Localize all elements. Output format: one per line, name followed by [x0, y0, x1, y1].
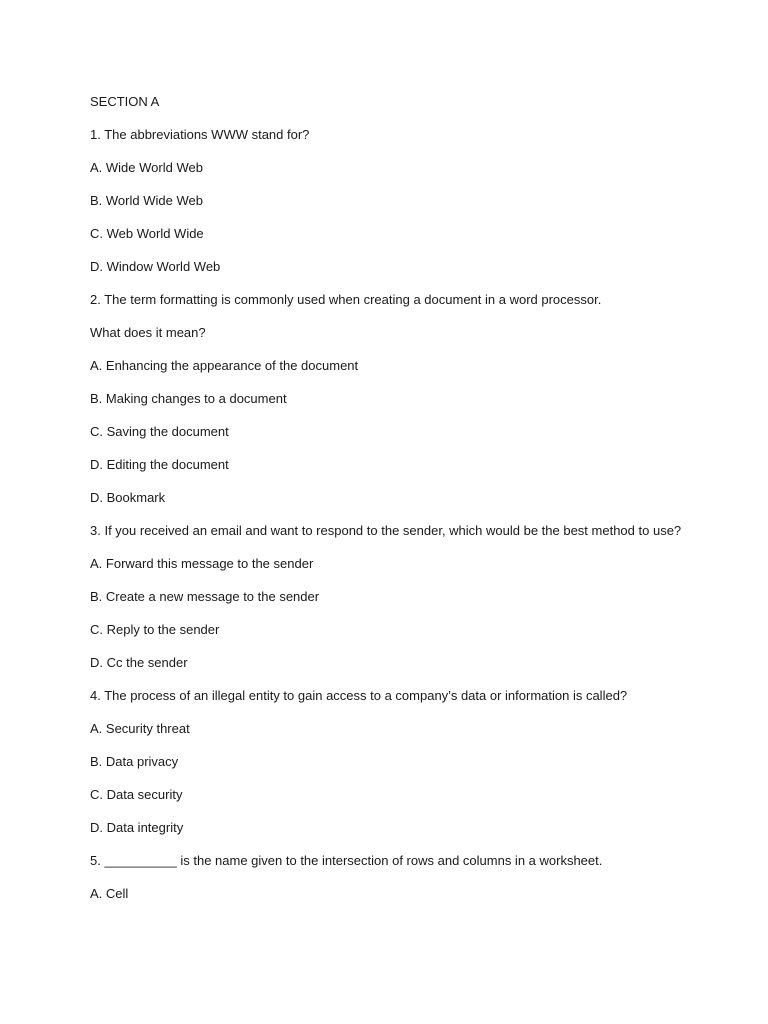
question-4-option-d: D. Data integrity: [90, 820, 184, 835]
question-2-option-a: A. Enhancing the appearance of the document: [90, 358, 359, 373]
question-5: 5. __________ is the name given to the intersection of rows and columns in a worksheet.: [90, 853, 603, 868]
question-2-option-d-extra: D. Bookmark: [90, 490, 166, 505]
question-1-option-c: C. Web World Wide: [90, 226, 204, 241]
section-heading: SECTION A: [90, 94, 160, 109]
question-1-option-a: A. Wide World Web: [90, 160, 203, 175]
question-4-option-b: B. Data privacy: [90, 754, 179, 769]
question-2-option-d: D. Editing the document: [90, 457, 229, 472]
question-4: 4. The process of an illegal entity to gain access to a company’s data or information is called?: [90, 688, 628, 703]
question-4-option-c: C. Data security: [90, 787, 183, 802]
question-3-option-d: D. Cc the sender: [90, 655, 188, 670]
question-3-option-b: B. Create a new message to the sender: [90, 589, 320, 604]
question-5-option-a: A. Cell: [90, 886, 129, 901]
question-3-option-a: A. Forward this message to the sender: [90, 556, 314, 571]
question-2-option-b: B. Making changes to a document: [90, 391, 287, 406]
question-2-option-c: C. Saving the document: [90, 424, 229, 439]
question-1: 1. The abbreviations WWW stand for?: [90, 127, 310, 142]
question-3-option-c: C. Reply to the sender: [90, 622, 220, 637]
question-4-option-a: A. Security threat: [90, 721, 190, 736]
question-3: 3. If you received an email and want to respond to the sender, which would be the best method to use?: [90, 523, 682, 538]
question-1-option-b: B. World Wide Web: [90, 193, 203, 208]
question-2-continued: What does it mean?: [90, 325, 206, 340]
document-body: [90, 93, 730, 918]
question-2: 2. The term formatting is commonly used when creating a document in a word processor.: [90, 292, 602, 307]
question-1-option-d: D. Window World Web: [90, 259, 221, 274]
